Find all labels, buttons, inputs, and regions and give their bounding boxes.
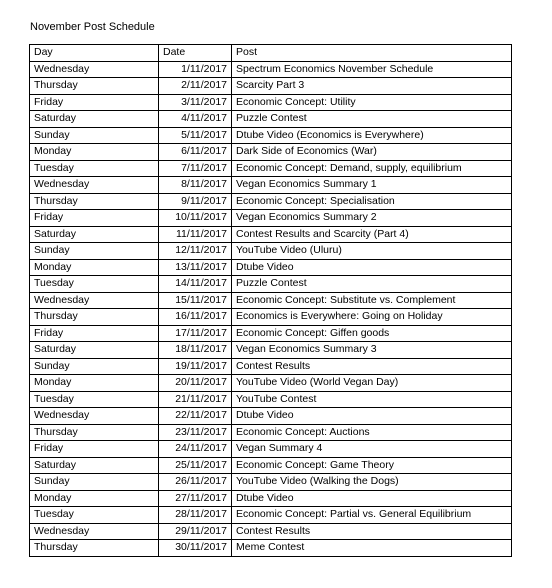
- date-cell: 25/11/2017: [159, 457, 232, 474]
- post-cell: Economic Concept: Utility: [232, 94, 512, 111]
- post-cell: Dtube Video: [232, 408, 512, 425]
- schedule-table: [29, 44, 512, 557]
- table-row: [30, 309, 512, 326]
- day-cell: Monday: [30, 375, 159, 392]
- date-cell: 30/11/2017: [159, 540, 232, 557]
- date-cell: 2/11/2017: [159, 78, 232, 95]
- day-cell: Saturday: [30, 111, 159, 128]
- date-cell: 12/11/2017: [159, 243, 232, 260]
- table-row: [30, 160, 512, 177]
- table-row: [30, 94, 512, 111]
- post-cell: Contest Results: [232, 358, 512, 375]
- date-cell: 18/11/2017: [159, 342, 232, 359]
- date-cell: 9/11/2017: [159, 193, 232, 210]
- date-cell: 14/11/2017: [159, 276, 232, 293]
- day-cell: Friday: [30, 325, 159, 342]
- date-cell: 13/11/2017: [159, 259, 232, 276]
- table-row: [30, 292, 512, 309]
- table-row: [30, 342, 512, 359]
- header-post: Post: [232, 45, 512, 62]
- post-cell: Vegan Economics Summary 3: [232, 342, 512, 359]
- table-header-row: [30, 45, 512, 62]
- date-cell: 5/11/2017: [159, 127, 232, 144]
- date-cell: 16/11/2017: [159, 309, 232, 326]
- day-cell: Wednesday: [30, 177, 159, 194]
- table-row: [30, 259, 512, 276]
- post-cell: Economic Concept: Specialisation: [232, 193, 512, 210]
- day-cell: Monday: [30, 490, 159, 507]
- post-cell: Dark Side of Economics (War): [232, 144, 512, 161]
- post-cell: Economic Concept: Game Theory: [232, 457, 512, 474]
- day-cell: Tuesday: [30, 160, 159, 177]
- day-cell: Thursday: [30, 309, 159, 326]
- date-cell: 1/11/2017: [159, 61, 232, 78]
- day-cell: Tuesday: [30, 276, 159, 293]
- day-cell: Wednesday: [30, 61, 159, 78]
- post-cell: Economic Concept: Substitute vs. Complement: [232, 292, 512, 309]
- table-body: [30, 61, 512, 556]
- day-cell: Thursday: [30, 540, 159, 557]
- header-day: Day: [30, 45, 159, 62]
- post-cell: Vegan Economics Summary 2: [232, 210, 512, 227]
- day-cell: Thursday: [30, 424, 159, 441]
- table-row: [30, 474, 512, 491]
- table-row: [30, 226, 512, 243]
- date-cell: 15/11/2017: [159, 292, 232, 309]
- post-cell: YouTube Contest: [232, 391, 512, 408]
- table-row: [30, 111, 512, 128]
- table-row: [30, 441, 512, 458]
- date-cell: 17/11/2017: [159, 325, 232, 342]
- table-row: [30, 61, 512, 78]
- post-cell: Contest Results: [232, 523, 512, 540]
- day-cell: Thursday: [30, 193, 159, 210]
- date-cell: 29/11/2017: [159, 523, 232, 540]
- table-row: [30, 358, 512, 375]
- post-cell: Puzzle Contest: [232, 276, 512, 293]
- document-title: November Post Schedule: [30, 21, 155, 33]
- table-row: [30, 78, 512, 95]
- day-cell: Tuesday: [30, 391, 159, 408]
- header-date: Date: [159, 45, 232, 62]
- post-cell: Vegan Summary 4: [232, 441, 512, 458]
- date-cell: 4/11/2017: [159, 111, 232, 128]
- day-cell: Monday: [30, 259, 159, 276]
- table-row: [30, 375, 512, 392]
- day-cell: Saturday: [30, 226, 159, 243]
- post-cell: Economic Concept: Auctions: [232, 424, 512, 441]
- date-cell: 26/11/2017: [159, 474, 232, 491]
- day-cell: Friday: [30, 94, 159, 111]
- table-row: [30, 523, 512, 540]
- day-cell: Friday: [30, 210, 159, 227]
- post-cell: Vegan Economics Summary 1: [232, 177, 512, 194]
- post-cell: Dtube Video: [232, 259, 512, 276]
- date-cell: 3/11/2017: [159, 94, 232, 111]
- table-row: [30, 507, 512, 524]
- day-cell: Thursday: [30, 78, 159, 95]
- table-row: [30, 490, 512, 507]
- table-row: [30, 276, 512, 293]
- post-cell: Meme Contest: [232, 540, 512, 557]
- table-row: [30, 424, 512, 441]
- date-cell: 6/11/2017: [159, 144, 232, 161]
- day-cell: Wednesday: [30, 292, 159, 309]
- table-row: [30, 210, 512, 227]
- post-cell: Spectrum Economics November Schedule: [232, 61, 512, 78]
- date-cell: 21/11/2017: [159, 391, 232, 408]
- date-cell: 28/11/2017: [159, 507, 232, 524]
- date-cell: 23/11/2017: [159, 424, 232, 441]
- table-row: [30, 127, 512, 144]
- table-row: [30, 325, 512, 342]
- day-cell: Friday: [30, 441, 159, 458]
- date-cell: 24/11/2017: [159, 441, 232, 458]
- day-cell: Wednesday: [30, 523, 159, 540]
- table-row: [30, 177, 512, 194]
- post-cell: Economics is Everywhere: Going on Holiday: [232, 309, 512, 326]
- day-cell: Saturday: [30, 457, 159, 474]
- post-cell: Puzzle Contest: [232, 111, 512, 128]
- date-cell: 7/11/2017: [159, 160, 232, 177]
- date-cell: 20/11/2017: [159, 375, 232, 392]
- date-cell: 10/11/2017: [159, 210, 232, 227]
- table-row: [30, 540, 512, 557]
- day-cell: Sunday: [30, 358, 159, 375]
- day-cell: Sunday: [30, 474, 159, 491]
- day-cell: Sunday: [30, 127, 159, 144]
- table-row: [30, 408, 512, 425]
- day-cell: Saturday: [30, 342, 159, 359]
- table-row: [30, 457, 512, 474]
- post-cell: Economic Concept: Partial vs. General Equilibrium: [232, 507, 512, 524]
- table-row: [30, 391, 512, 408]
- date-cell: 8/11/2017: [159, 177, 232, 194]
- date-cell: 19/11/2017: [159, 358, 232, 375]
- date-cell: 11/11/2017: [159, 226, 232, 243]
- table-row: [30, 144, 512, 161]
- table-row: [30, 193, 512, 210]
- day-cell: Monday: [30, 144, 159, 161]
- day-cell: Sunday: [30, 243, 159, 260]
- post-cell: YouTube Video (Walking the Dogs): [232, 474, 512, 491]
- post-cell: YouTube Video (Uluru): [232, 243, 512, 260]
- post-cell: Economic Concept: Demand, supply, equilibrium: [232, 160, 512, 177]
- date-cell: 27/11/2017: [159, 490, 232, 507]
- post-cell: Dtube Video: [232, 490, 512, 507]
- post-cell: Scarcity Part 3: [232, 78, 512, 95]
- day-cell: Tuesday: [30, 507, 159, 524]
- post-cell: Contest Results and Scarcity (Part 4): [232, 226, 512, 243]
- post-cell: Dtube Video (Economics is Everywhere): [232, 127, 512, 144]
- table-row: [30, 243, 512, 260]
- post-cell: Economic Concept: Giffen goods: [232, 325, 512, 342]
- date-cell: 22/11/2017: [159, 408, 232, 425]
- post-cell: YouTube Video (World Vegan Day): [232, 375, 512, 392]
- day-cell: Wednesday: [30, 408, 159, 425]
